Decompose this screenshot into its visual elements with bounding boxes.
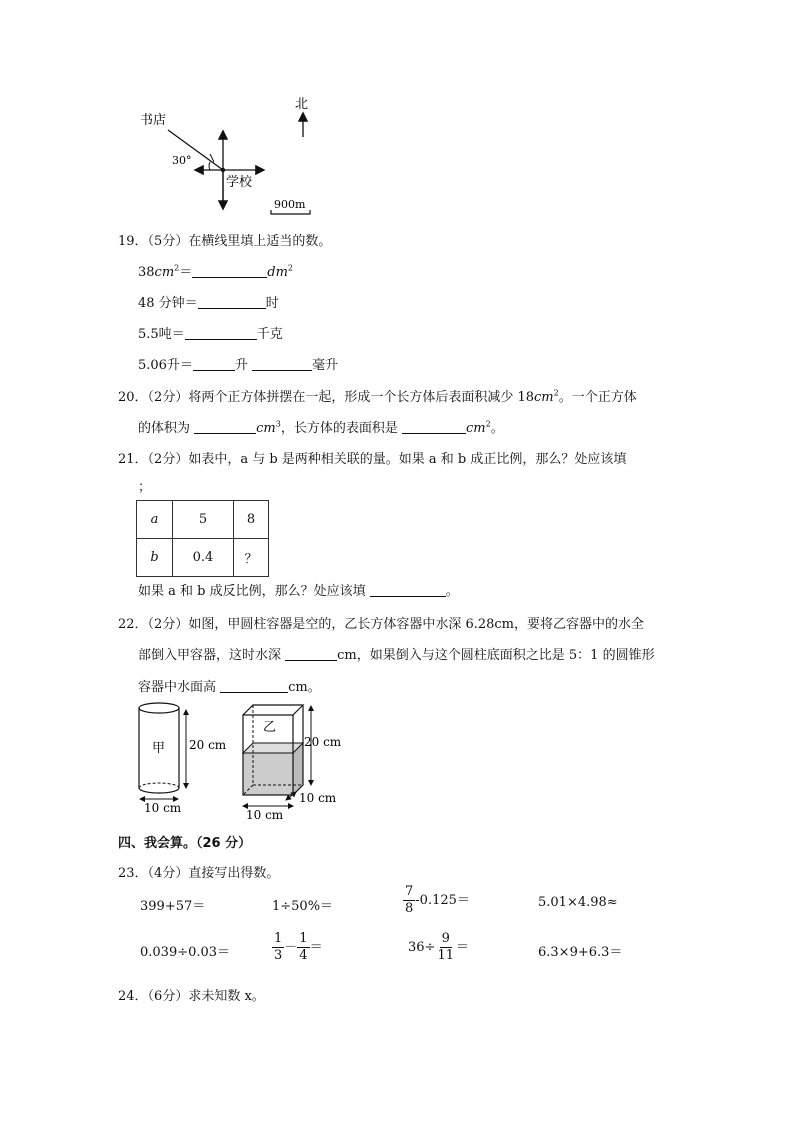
q19-l2-text: 48 分钟＝ [138, 296, 198, 311]
q20-l1-unit: cm [534, 390, 554, 405]
q23-minus: － [284, 940, 298, 955]
q19-blank2[interactable] [198, 294, 266, 309]
q23-eq2: ＝ [455, 940, 469, 955]
table-cell: b [137, 539, 173, 577]
q21-end: 。 [445, 584, 459, 599]
q19-l1-exp: 2 [174, 263, 180, 273]
section-heading: 四、我会算。（26 分） [118, 836, 252, 851]
fraction-num: 9 [441, 931, 450, 946]
q23-heading: 23．（4分）直接写出得数。 [118, 866, 280, 881]
q23-item7-text: 36÷ [408, 940, 436, 955]
q20-l2-exp2: 2 [485, 419, 491, 429]
q20-blank2[interactable] [402, 419, 466, 434]
table-cell: ？ [234, 539, 269, 577]
container-figure [136, 700, 346, 825]
cuboid-top [243, 705, 303, 715]
q20-line1 [118, 386, 637, 405]
label-scale: 900m [274, 198, 306, 211]
q21-semicolon: ； [138, 480, 152, 495]
q19-l2-unit: 时 [265, 296, 279, 311]
table-cell: 8 [234, 501, 269, 539]
fraction-den: 8 [405, 901, 414, 916]
q22-blank2[interactable] [220, 678, 288, 693]
q22-line2 [138, 644, 655, 663]
q24-heading: 24．（6分）求未知数 x。 [118, 989, 265, 1004]
q19-heading: 19．（5分）在横线里填上适当的数。 [118, 234, 332, 249]
label-north: 北 [295, 97, 309, 112]
q20-l2-text2: ，长方体的表面积是 [280, 421, 398, 436]
q20-l2-unit2: cm [466, 421, 486, 436]
school-point [221, 168, 225, 172]
fraction-num: 7 [405, 884, 414, 899]
q23-item-8: 6.3×9+6.3＝ [538, 945, 623, 960]
q21-l2-text: 如果 a 和 b 成反比例，那么？处应该填 [138, 584, 366, 599]
q19-blank3[interactable] [185, 325, 257, 340]
q23-item-6 [272, 931, 323, 964]
q23-item-1: 399+57＝ [140, 899, 206, 914]
q19-l4-unit2: 毫升 [312, 358, 339, 373]
q19-blank4[interactable] [193, 356, 235, 371]
table-cell: a [137, 501, 173, 539]
q20-line2 [138, 417, 504, 436]
fraction [297, 931, 309, 964]
table-cell: 0.4 [173, 539, 234, 577]
q19-l1-num: 38 [138, 265, 155, 280]
cylinder-top [139, 703, 179, 713]
q19-l1-unit2: dm [267, 265, 288, 280]
q19-line1 [138, 261, 293, 280]
angle-arc [209, 162, 210, 170]
q22-line1: 22．（2分）如图，甲圆柱容器是空的，乙长方体容器中水深 6.28cm，要将乙容器中的水全 [118, 617, 644, 632]
fraction-den: 3 [274, 948, 283, 963]
q22-l3-text: 容器中水面高 [138, 680, 217, 695]
q20-l2-end: 。 [490, 421, 504, 436]
fraction [403, 884, 415, 917]
label-cub-width: 10 cm [246, 808, 284, 822]
q23-item-4: 5.01×4.98≈ [538, 895, 618, 910]
q20-l2-exp: 3 [275, 419, 281, 429]
fraction-den: 4 [299, 948, 308, 963]
q21-blank[interactable] [370, 582, 446, 597]
q20-l2-text: 的体积为 [138, 421, 191, 436]
q22-l2-text2: cm，如果倒入与这个圆柱底面积之比是 5：1 的圆锥形 [337, 648, 655, 663]
label-cub-depth: 10 cm [299, 791, 337, 805]
q21-heading: 21．（2分）如表中，a 与 b 是两种相关联的量。如果 a 和 b 成正比例，那么？处应该填 [118, 452, 627, 467]
q23-item-2: 1÷50%＝ [272, 899, 334, 914]
table-row [137, 539, 269, 577]
label-angle: 30° [172, 154, 192, 167]
q20-blank1[interactable] [194, 419, 256, 434]
q19-line4 [138, 354, 338, 373]
fraction-num: 1 [274, 931, 283, 946]
cylinder-bottom-front [139, 788, 179, 793]
q22-blank1[interactable] [285, 646, 337, 661]
q19-l3-text: 5.5吨＝ [138, 327, 185, 342]
q19-l4-text: 5.06升＝ [138, 358, 193, 373]
q19-blank5[interactable] [252, 356, 312, 371]
label-cub-height: 20 cm [304, 735, 342, 749]
label-school: 学校 [226, 175, 253, 190]
q19-blank1[interactable] [192, 263, 267, 278]
q20-l1-exp: 2 [553, 388, 559, 398]
q23-item-3 [403, 884, 470, 917]
label-bookstore: 书店 [140, 113, 167, 128]
q19-l1-exp2: 2 [287, 263, 294, 273]
q22-line3 [138, 676, 321, 695]
fraction-den: 11 [437, 948, 454, 963]
cylinder-bottom-back [139, 783, 179, 788]
q21-table [136, 500, 269, 577]
water-front [243, 753, 293, 795]
water-top [243, 743, 303, 753]
q22-l3-text2: cm。 [288, 680, 321, 695]
q20-l1-text: 20．（2分）将两个正方体拼摆在一起，形成一个长方体后表面积减少 18 [118, 390, 534, 405]
label-cyl-diameter: 10 cm [144, 801, 182, 815]
q23-eq: ＝ [309, 940, 323, 955]
q19-line3 [138, 323, 283, 342]
q20-l1-end: 。一个正方体 [558, 390, 637, 405]
fraction-num: 1 [299, 931, 308, 946]
table-cell: 5 [173, 501, 234, 539]
q19-l3-unit: 千克 [256, 327, 283, 342]
q23-item-7 [408, 931, 469, 964]
q23-item3-text: -0.125＝ [415, 893, 470, 908]
label-cyl-height: 20 cm [189, 738, 227, 752]
q19-line2 [138, 292, 279, 311]
q23-item-5: 0.039÷0.03＝ [140, 945, 231, 960]
direction-map [138, 92, 328, 220]
q19-l4-unit: 升 [234, 358, 248, 373]
q19-l1-unit: cm [154, 265, 175, 280]
q22-l2-text: 部倒入甲容器，这时水深 [138, 648, 282, 663]
label-yi: 乙 [263, 720, 277, 735]
q20-l2-unit: cm [256, 421, 276, 436]
q19-l1-eq: ＝ [179, 265, 193, 280]
fraction [272, 931, 284, 964]
fraction [435, 931, 456, 964]
table-row [137, 501, 269, 539]
q21-line2 [138, 580, 459, 599]
label-jia: 甲 [152, 741, 166, 756]
